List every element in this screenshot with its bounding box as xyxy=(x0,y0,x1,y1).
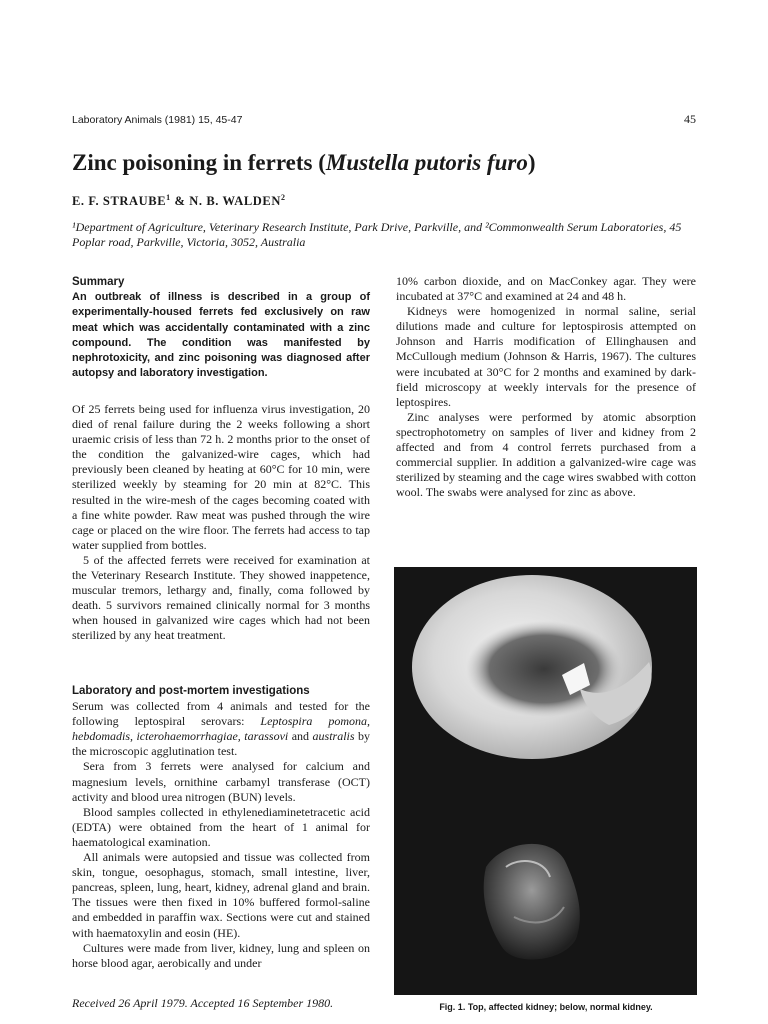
lab-p1-australis: australis xyxy=(312,729,355,744)
lab-paragraph-3: Blood samples collected in ethylenediaminetetracetic acid (EDTA) were obtained from the heart of 1 animal for haematological examination. xyxy=(72,804,370,849)
summary-text: An outbreak of illness is described in a group of experimentally-housed ferrets fed exclusively on raw meat which was accidentally contaminated with a zinc compound. The condition was manifested by nephrotoxicity, and zinc poisoning was diagnosed after autopsy and laboratory investigation. xyxy=(72,291,370,380)
lab-paragraph-1 xyxy=(72,699,370,759)
lab-section xyxy=(72,684,370,971)
title-species: Mustella putoris furo xyxy=(325,150,528,175)
journal-citation: Laboratory Animals (1981) 15, 45-47 xyxy=(72,114,243,126)
lab-p1-and: and xyxy=(288,729,313,744)
lab-p1-end: by the microscopic agglutination test. xyxy=(72,729,371,759)
intro-paragraph-2: 5 of the affected ferrets were received for examination at the Veterinary Research Institute. They showed inappetence, muscular tremors, lethargy and, finally, coma followed by death. 5 survivors remained clinically normal for 3 months when housed in galvanized wire cages which had not been sterilized by any heat treatment. xyxy=(72,552,370,643)
lab-p1-serovars: Leptospira pomona, hebdomadis, icterohaemorrhagiae, tarassovi xyxy=(72,714,370,744)
summary-section xyxy=(72,275,370,381)
lab-paragraph-5: Cultures were made from liver, kidney, lung and spleen on horse blood agar, aerobically and under xyxy=(72,940,370,970)
lab-paragraph-2: Sera from 3 ferrets were analysed for calcium and magnesium levels, ornithine carbamyl transferase (OCT) activity and blood urea nitrogen (BUN) levels. xyxy=(72,759,370,804)
author-2: N. B. WALDEN xyxy=(189,194,281,209)
kidney-figure xyxy=(394,567,697,995)
article-title xyxy=(72,150,712,176)
kidney-photo xyxy=(394,567,697,995)
right-paragraph-1: 10% carbon dioxide, and on MacConkey agar. They were incubated at 37°C and examined at 24 and 48 h. xyxy=(396,274,696,304)
normal-kidney xyxy=(484,844,580,960)
right-column-text xyxy=(396,274,696,500)
title-text: Zinc poisoning in ferrets ( xyxy=(72,150,326,175)
affiliations: ¹Department of Agriculture, Veterinary Research Institute, Park Drive, Parkville, and ²Commonwealth Serum Laboratories, 45 Poplar road, Parkville, Victoria, 3052, Australia xyxy=(72,220,682,249)
intro-paragraph-1: Of 25 ferrets being used for influenza virus investigation, 20 died of renal failure during the 2 weeks following a short uraemic crisis of less than 72 h. 2 months prior to the onset of the condition the galvanized-wire cages, which had previously been cleaned by heating at 60°C for 10 min, were sterilized weekly by steaming for 20 min at 82°C. This resulted in the wire-mesh of the cages becoming coated with a fine white powder. Raw meat was pushed through the wire cage or placed on the wire floor. The ferrets had access to tap water supplied from bottles. xyxy=(72,402,370,552)
author-line xyxy=(72,193,286,209)
author-separator: & xyxy=(170,194,190,209)
author-2-mark: 2 xyxy=(280,193,286,202)
author-1: E. F. STRAUBE xyxy=(72,194,167,209)
right-paragraph-2: Kidneys were homogenized in normal saline, serial dilutions made and culture for leptospirosis attempted on Johnson and Harris modification of Ellinghausen and McCullough medium (Johnson & Harris, 1967). The cultures were incubated at 30°C for 2 months and examined by dark-field microscopy at weekly intervals for the presence of leptospires. xyxy=(396,304,696,409)
summary-heading: Summary xyxy=(72,276,125,288)
right-paragraph-3: Zinc analyses were performed by atomic absorption spectrophotometry on samples of liver and kidney from 2 affected and from 4 control ferrets purchased from a commercial supplier. In addition a galvanized-wire cage was sterilized by steaming and the cage wires swabbed with cotton wool. The swabs were analysed for zinc as above. xyxy=(396,409,696,500)
author-1-mark: 1 xyxy=(166,193,171,202)
lab-paragraph-4: All animals were autopsied and tissue was collected from skin, tongue, oesophagus, stomach, small intestine, liver, pancreas, spleen, lung, heart, kidney, adrenal gland and brain. The tissues were then fixed in 10% buffered formol-saline and embedded in paraffin wax. Sections were cut and stained with haematoxylin and eosin (HE). xyxy=(72,850,370,940)
intro-section xyxy=(72,402,370,644)
page-number: 45 xyxy=(684,112,696,126)
title-close: ) xyxy=(527,150,536,175)
lab-p1-start: Serum was collected from 4 animals and tested for the following leptospiral serovars: xyxy=(72,699,370,729)
lab-heading: Laboratory and post-mortem investigations xyxy=(72,685,310,697)
received-date: Received 26 April 1979. Accepted 16 September 1980. xyxy=(72,996,334,1010)
figure-caption: Fig. 1. Top, affected kidney; below, normal kidney. xyxy=(439,1002,653,1012)
affected-kidney xyxy=(412,575,652,759)
